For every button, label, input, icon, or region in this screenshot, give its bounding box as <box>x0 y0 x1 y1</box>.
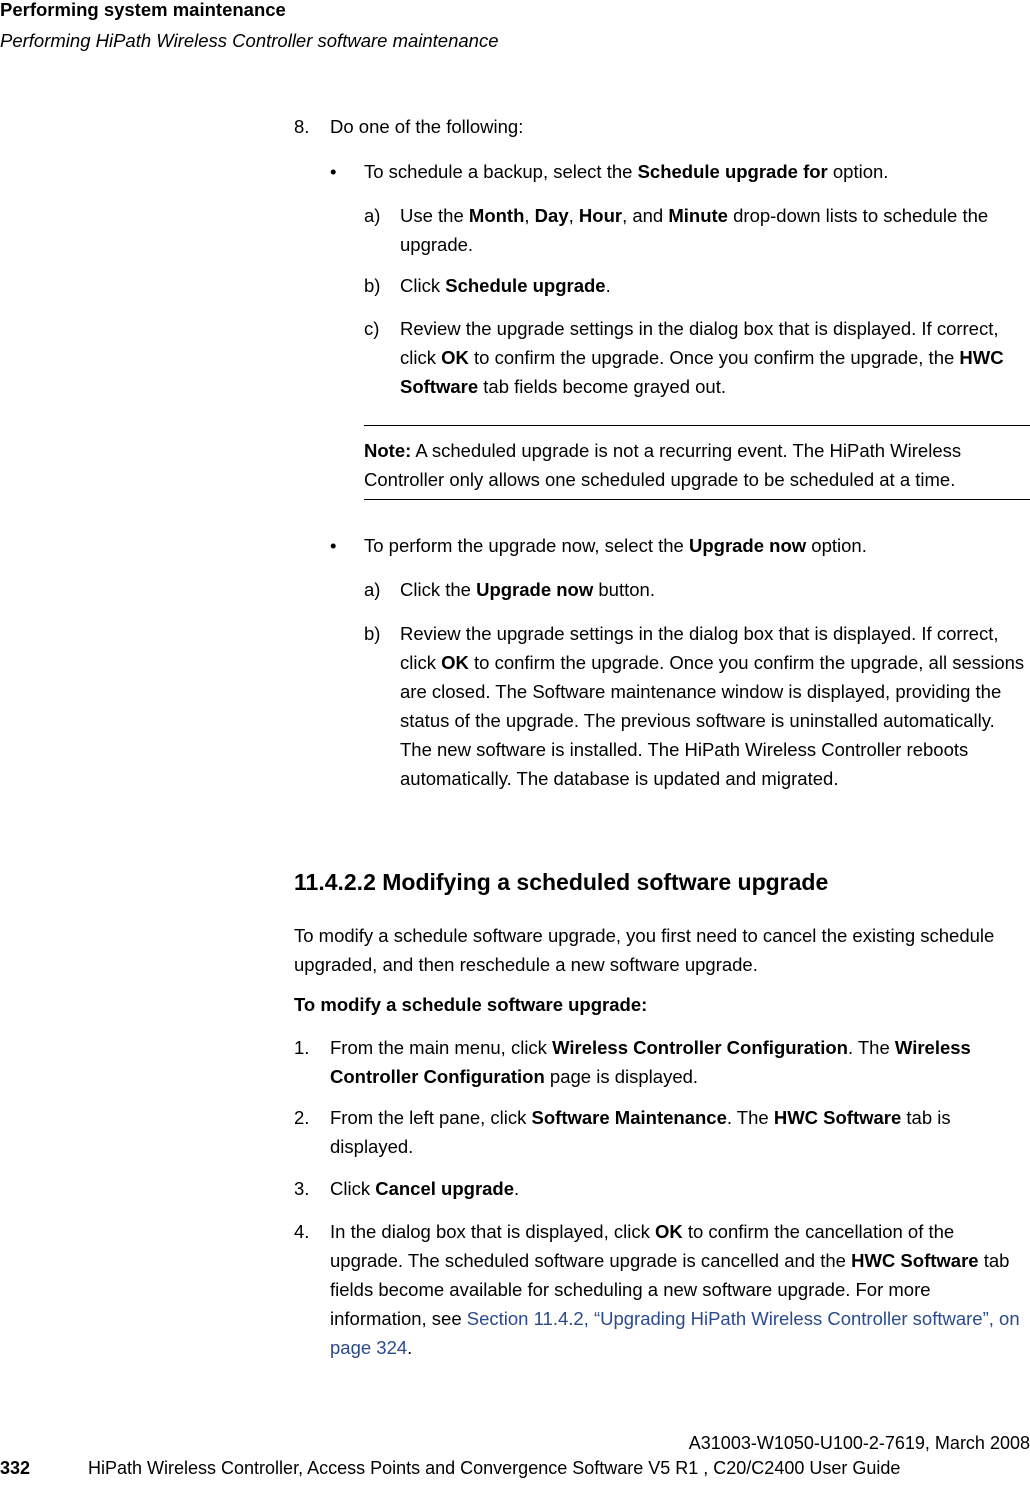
substep-label: c) <box>364 318 380 339</box>
substep-label: a) <box>364 205 381 226</box>
substep-text: Click the Upgrade now button. <box>400 579 655 600</box>
cross-reference-link[interactable]: Section 11.4.2, “Upgrading HiPath Wireless Controller software”, on page 324 <box>330 1308 1020 1358</box>
step-text: Do one of the following: <box>330 116 524 137</box>
intro-paragraph: To modify a schedule software upgrade, you first need to cancel the existing schedule upgraded, and then reschedule a new software upgrade. <box>294 925 995 975</box>
substep-text: Use the Month, Day, Hour, and Minute drop-down lists to schedule the upgrade. <box>400 205 989 255</box>
step-number: 8. <box>294 116 310 137</box>
step-number: 1. <box>294 1037 310 1058</box>
section-subtitle: Performing HiPath Wireless Controller software maintenance <box>0 30 499 51</box>
note-bottom-rule <box>364 499 1030 500</box>
step-text: From the main menu, click Wireless Controller Configuration. The Wireless Controller Configuration page is displayed. <box>330 1037 971 1087</box>
bullet-icon: • <box>330 161 337 182</box>
step-text: In the dialog box that is displayed, click OK to confirm the cancellation of the upgrade. The scheduled software upgrade is cancelled and the HWC Software tab fields become available for scheduling a new software upgrade. For more information, see Section 11.4.2, “Upgrading HiPath Wireless Controller software”, on page 324. <box>330 1221 1020 1358</box>
note-top-rule <box>364 425 1030 426</box>
bullet-schedule-text: To schedule a backup, select the Schedule upgrade for option. <box>364 161 889 182</box>
step-number: 2. <box>294 1107 310 1128</box>
procedure-title: To modify a schedule software upgrade: <box>294 994 648 1015</box>
substep-text: Review the upgrade settings in the dialog box that is displayed. If correct, click OK to confirm the upgrade. Once you confirm the upgrade, the HWC Software tab fields become grayed out. <box>400 318 1004 397</box>
document-code: A31003-W1050-U100-2-7619, March 2008 <box>688 1433 1030 1453</box>
step-number: 4. <box>294 1221 310 1242</box>
section-heading: 11.4.2.2 Modifying a scheduled software upgrade <box>294 869 829 895</box>
substep-label: a) <box>364 579 381 600</box>
step-text: Click Cancel upgrade. <box>330 1178 520 1199</box>
bullet-icon: • <box>330 535 337 556</box>
step-text: From the left pane, click Software Maintenance. The HWC Software tab is displayed. <box>330 1107 951 1157</box>
note-text: Note: A scheduled upgrade is not a recurring event. The HiPath Wireless Controller only allows one scheduled upgrade to be scheduled at a time. <box>364 440 962 490</box>
substep-label: b) <box>364 275 381 296</box>
substep-text: Click Schedule upgrade. <box>400 275 611 296</box>
page-number: 332 <box>0 1458 31 1478</box>
substep-text: Review the upgrade settings in the dialog box that is displayed. If correct, click OK to confirm the upgrade. Once you confirm the upgrade, all sessions are closed. The Software maintenance window is displayed, providing the status of the upgrade. The previous software is uninstalled automatically. The new software is installed. The HiPath Wireless Controller reboots automatically. The database is updated and migrated. <box>400 623 1025 789</box>
guide-title: HiPath Wireless Controller, Access Points and Convergence Software V5 R1 , C20/C2400 User Guide <box>88 1458 901 1478</box>
bullet-now-text: To perform the upgrade now, select the Upgrade now option. <box>364 535 867 556</box>
substep-label: b) <box>364 623 381 644</box>
chapter-title: Performing system maintenance <box>0 0 286 20</box>
step-number: 3. <box>294 1178 310 1199</box>
